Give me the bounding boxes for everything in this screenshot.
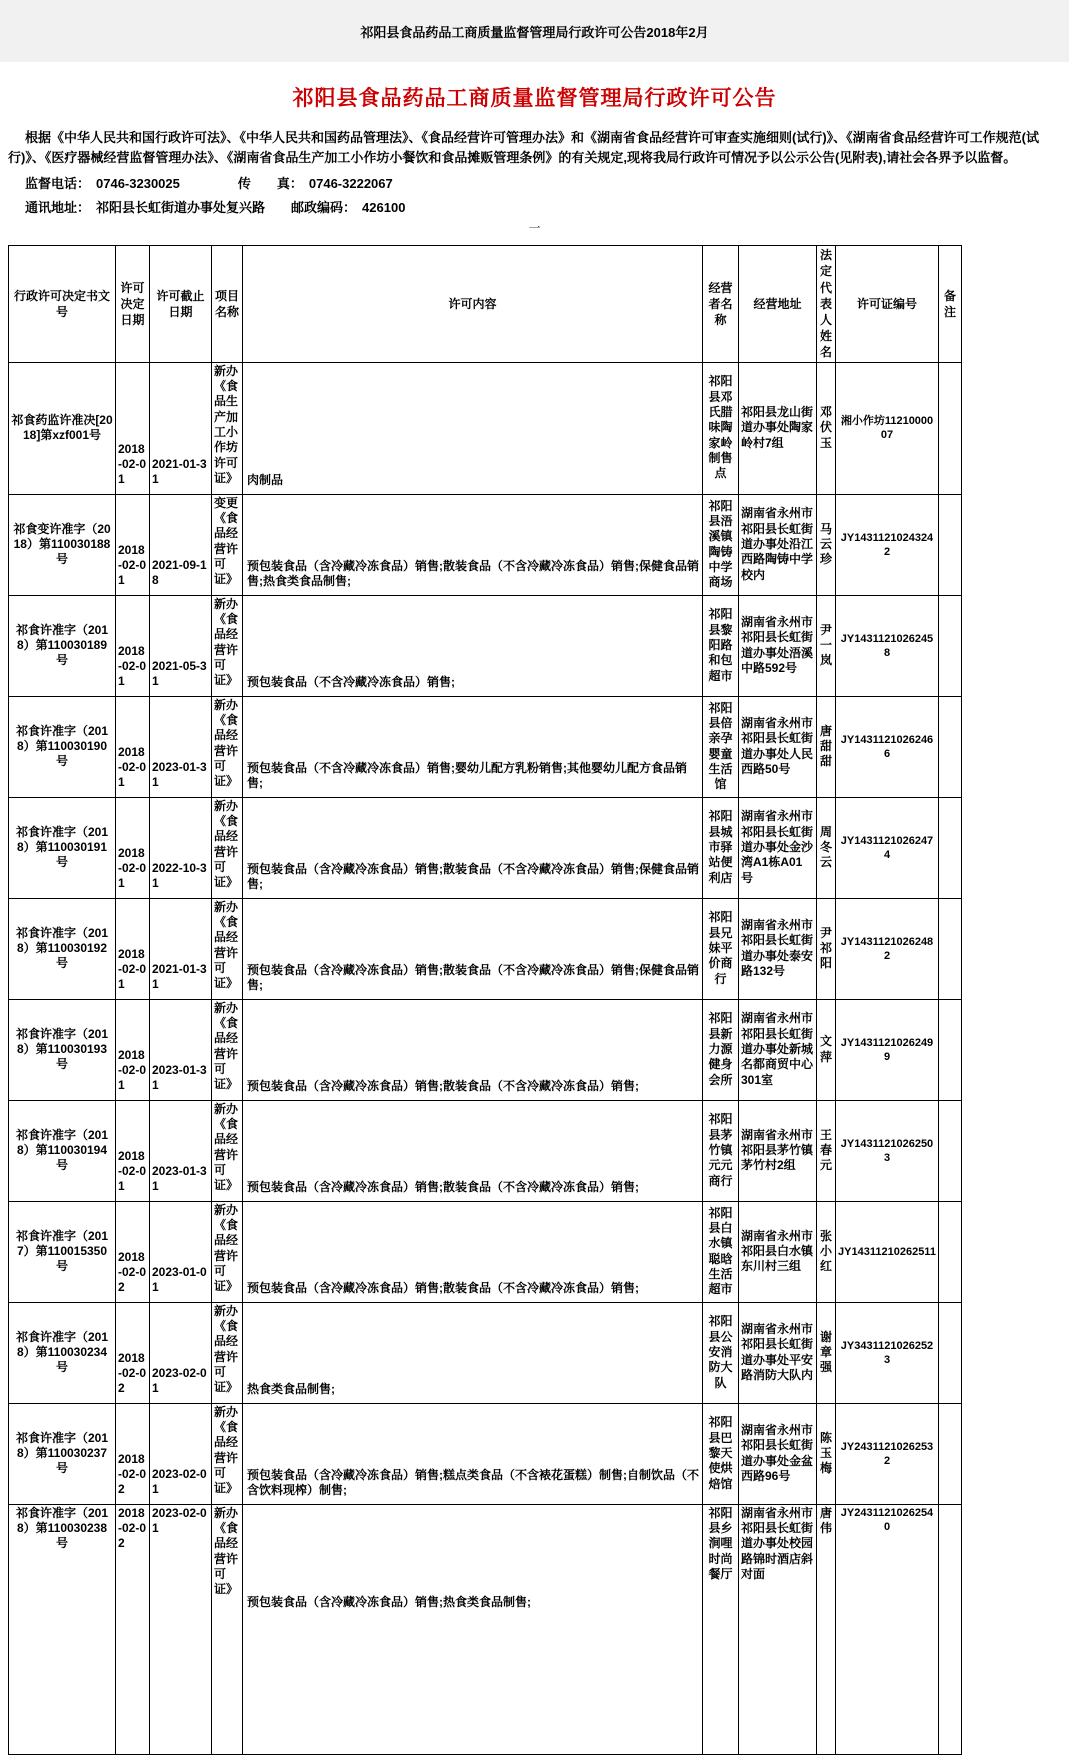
cell-address: 湖南省永州市祁阳县长虹街道办事处浯溪中路592号	[739, 595, 817, 696]
cell-project: 新办《食品经营许可证》	[212, 1100, 243, 1201]
cell-remark	[939, 898, 962, 999]
cell-license-no: JY14311210262458	[836, 595, 939, 696]
cell-end-date: 2023-02-01	[150, 1504, 212, 1754]
cell-project: 新办《食品生产加工小作坊许可证》	[212, 362, 243, 494]
cell-end-date: 2023-01-31	[150, 696, 212, 797]
cell-content: 预包装食品（不含冷藏冷冻食品）销售;婴幼儿配方乳粉销售;其他婴幼儿配方食品销售;	[243, 696, 703, 797]
cell-decision-date: 2018-02-02	[116, 1201, 150, 1302]
cell-doc-no: 祁食许准字（2018）第110030237号	[9, 1403, 116, 1504]
fax-value: 0746-3222067	[308, 176, 393, 192]
cell-operator: 祁阳县倍亲孕婴童生活馆	[703, 696, 739, 797]
cell-representative: 陈玉梅	[817, 1403, 836, 1504]
cell-end-date: 2022-10-31	[150, 797, 212, 898]
cell-license-no: JY24311210262532	[836, 1403, 939, 1504]
table-row	[9, 494, 962, 595]
cell-address: 湖南省永州市祁阳县长虹街道办事处校园路锦时酒店斜对面	[739, 1504, 817, 1754]
cell-doc-no: 祁食许准字（2017）第110015350号	[9, 1201, 116, 1302]
cell-decision-date: 2018-02-02	[116, 1504, 150, 1754]
intro-paragraph: 根据《中华人民共和国行政许可法》、《中华人民共和国药品管理法》、《食品经营许可管理办法》和《湖南省食品经营许可审查实施细则(试行)》、《湖南省食品经营许可工作规范(试行)》、《医疗器械经营监督管理办法》、《湖南省食品生产加工小作坊小餐饮和食品摊贩管理条例》的有关规定,现将我局行政许可情况予以公示公告(见附表),请社会各界予以监督。	[8, 130, 1039, 166]
phone-label: 监督电话：	[25, 176, 91, 192]
cell-project: 新办《食品经营许可证》	[212, 999, 243, 1100]
cell-address: 湖南省永州市祁阳县长虹街道办事处平安路消防大队内	[739, 1302, 817, 1403]
cell-end-date: 2023-02-01	[150, 1403, 212, 1504]
cell-project: 新办《食品经营许可证》	[212, 797, 243, 898]
cell-address: 湖南省永州市祁阳县茅竹镇茅竹村2组	[739, 1100, 817, 1201]
cell-address: 湖南省永州市祁阳县长虹街道办事处金盆西路96号	[739, 1403, 817, 1504]
cell-operator: 祁阳县白水镇聪晗生活超市	[703, 1201, 739, 1302]
cell-address: 湖南省永州市祁阳县长虹街道办事处金沙湾A1栋A01号	[739, 797, 817, 898]
cell-remark	[939, 494, 962, 595]
col-header-address: 经营地址	[739, 246, 817, 362]
contact-phone-line	[25, 173, 1069, 192]
license-table	[8, 245, 962, 1754]
cell-operator: 祁阳县公安消防大队	[703, 1302, 739, 1403]
cell-content: 预包装食品（含冷藏冷冻食品）销售;糕点类食品（不含裱花蛋糕）制售;自制饮品（不含饮料现榨）制售;	[243, 1403, 703, 1504]
cell-doc-no: 祁食许准字（2018）第110030192号	[9, 898, 116, 999]
cell-representative: 张小红	[817, 1201, 836, 1302]
cell-content: 预包装食品（含冷藏冷冻食品）销售;散装食品（不含冷藏冷冻食品）销售;保健食品销售;	[243, 797, 703, 898]
cell-content: 预包装食品（含冷藏冷冻食品）销售;散装食品（不含冷藏冷冻食品）销售;	[243, 1100, 703, 1201]
cell-remark	[939, 1302, 962, 1403]
cell-operator: 祁阳县黎阳路和包超市	[703, 595, 739, 696]
cell-representative: 王春元	[817, 1100, 836, 1201]
cell-operator: 祁阳县茅竹镇元元商行	[703, 1100, 739, 1201]
cell-license-no: 湘小作坊1121000007	[836, 362, 939, 494]
col-header-decision-date: 许可决定日期	[116, 246, 150, 362]
fax-label: 传 真：	[237, 176, 303, 192]
cell-doc-no: 祁食许准字（2018）第110030191号	[9, 797, 116, 898]
page-title: 祁阳县食品药品工商质量监督管理局行政许可公告	[292, 87, 777, 110]
cell-license-no: JY24311210262540	[836, 1504, 939, 1754]
cell-project: 新办《食品经营许可证》	[212, 1504, 243, 1754]
cell-address: 湖南省永州市祁阳县长虹街道办事处新城名都商贸中心301室	[739, 999, 817, 1100]
cell-operator: 祁阳县浯溪镇陶铸中学商场	[703, 494, 739, 595]
cell-project: 新办《食品经营许可证》	[212, 1201, 243, 1302]
cell-operator: 祁阳县乡涧哩时尚餐厅	[703, 1504, 739, 1754]
table-row	[9, 696, 962, 797]
cell-decision-date: 2018-02-02	[116, 1403, 150, 1504]
cell-decision-date: 2018-02-02	[116, 1302, 150, 1403]
postcode-value: 426100	[362, 200, 406, 216]
cell-decision-date: 2018-02-01	[116, 595, 150, 696]
cell-address: 湖南省永州市祁阳县长虹街道办事处泰安路132号	[739, 898, 817, 999]
col-header-operator: 经营者名称	[703, 246, 739, 362]
cell-content: 肉制品	[243, 362, 703, 494]
postcode-label: 邮政编码：	[291, 200, 357, 216]
table-row	[9, 797, 962, 898]
table-row	[9, 362, 962, 494]
table-body	[9, 362, 962, 1754]
cell-remark	[939, 797, 962, 898]
cell-address: 湖南省永州市祁阳县长虹街道办事处沿江西路陶铸中学校内	[739, 494, 817, 595]
cell-operator: 祁阳县巴黎天使烘焙馆	[703, 1403, 739, 1504]
cell-remark	[939, 1504, 962, 1754]
cell-remark	[939, 362, 962, 494]
col-header-project: 项目名称	[212, 246, 243, 362]
cell-end-date: 2021-05-31	[150, 595, 212, 696]
cell-content: 预包装食品（含冷藏冷冻食品）销售;热食类食品制售;	[243, 1504, 703, 1754]
cell-end-date: 2021-09-18	[150, 494, 212, 595]
cell-remark	[939, 696, 962, 797]
cell-decision-date: 2018-02-01	[116, 999, 150, 1100]
table-row	[9, 898, 962, 999]
cell-license-no: JY14311210243242	[836, 494, 939, 595]
table-row	[9, 1201, 962, 1302]
col-header-content: 许可内容	[243, 246, 703, 362]
cell-license-no: JY34311210262523	[836, 1302, 939, 1403]
table-row	[9, 1403, 962, 1504]
top-header-title: 祁阳县食品药品工商质量监督管理局行政许可公告2018年2月	[360, 24, 709, 40]
cell-operator: 祁阳县城市驿站便利店	[703, 797, 739, 898]
cell-address: 祁阳县龙山街道办事处陶家岭村7组	[739, 362, 817, 494]
cell-project: 新办《食品经营许可证》	[212, 898, 243, 999]
cell-decision-date: 2018-02-01	[116, 1100, 150, 1201]
cell-doc-no: 祁食许准字（2018）第110030194号	[9, 1100, 116, 1201]
cell-representative: 邓伏玉	[817, 362, 836, 494]
address-value: 祁阳县长虹街道办事处复兴路	[96, 200, 266, 216]
col-header-representative: 法定代表人姓名	[817, 246, 836, 362]
cell-remark	[939, 999, 962, 1100]
cell-project: 新办《食品经营许可证》	[212, 1302, 243, 1403]
cell-project: 新办《食品经营许可证》	[212, 696, 243, 797]
cell-end-date: 2021-01-31	[150, 362, 212, 494]
cell-decision-date: 2018-02-01	[116, 898, 150, 999]
cell-remark	[939, 1201, 962, 1302]
cell-end-date: 2023-02-01	[150, 1302, 212, 1403]
cell-doc-no: 祁食变许准字（2018）第110030188号	[9, 494, 116, 595]
cell-address: 湖南省永州市祁阳县长虹街道办事处人民西路50号	[739, 696, 817, 797]
cell-decision-date: 2018-02-01	[116, 362, 150, 494]
cell-end-date: 2021-01-31	[150, 898, 212, 999]
cell-license-no: JY14311210262466	[836, 696, 939, 797]
cell-doc-no: 祁食许准字（2018）第110030238号	[9, 1504, 116, 1754]
table-row	[9, 1504, 962, 1754]
address-label: 通讯地址：	[25, 200, 91, 216]
cell-representative: 马云珍	[817, 494, 836, 595]
cell-license-no: JY14311210262482	[836, 898, 939, 999]
top-header-bar	[0, 0, 1069, 62]
cell-license-no: JY14311210262503	[836, 1100, 939, 1201]
cell-content: 预包装食品（含冷藏冷冻食品）销售;散装食品（不含冷藏冷冻食品）销售;保健食品销售;热食类食品制售;	[243, 494, 703, 595]
cell-remark	[939, 1100, 962, 1201]
cell-representative: 周冬云	[817, 797, 836, 898]
cell-license-no: JY14311210262511	[836, 1201, 939, 1302]
cell-address: 湖南省永州市祁阳县白水镇东川村三组	[739, 1201, 817, 1302]
cell-operator: 祁阳县兄妹平价商行	[703, 898, 739, 999]
cell-project: 新办《食品经营许可证》	[212, 595, 243, 696]
cell-doc-no: 祁食许准字（2018）第110030190号	[9, 696, 116, 797]
cell-end-date: 2023-01-31	[150, 1100, 212, 1201]
cell-content: 预包装食品（含冷藏冷冻食品）销售;散装食品（不含冷藏冷冻食品）销售;	[243, 1201, 703, 1302]
cell-content: 预包装食品（含冷藏冷冻食品）销售;散装食品（不含冷藏冷冻食品）销售;	[243, 999, 703, 1100]
table-row	[9, 999, 962, 1100]
table-row	[9, 1100, 962, 1201]
cell-remark	[939, 595, 962, 696]
cell-representative: 唐伟	[817, 1504, 836, 1754]
cell-doc-no: 祁食许准字（2018）第110030189号	[9, 595, 116, 696]
cell-representative: 文萍	[817, 999, 836, 1100]
cell-content: 热食类食品制售;	[243, 1302, 703, 1403]
cell-decision-date: 2018-02-01	[116, 696, 150, 797]
cell-remark	[939, 1403, 962, 1504]
cell-end-date: 2023-01-31	[150, 999, 212, 1100]
cell-doc-no: 祁食许准字（2018）第110030193号	[9, 999, 116, 1100]
col-header-license-no: 许可证编号	[836, 246, 939, 362]
table-row	[9, 595, 962, 696]
cell-representative: 唐甜甜	[817, 696, 836, 797]
cell-doc-no: 祁食许准字（2018）第110030234号	[9, 1302, 116, 1403]
cell-content: 预包装食品（不含冷藏冷冻食品）销售;	[243, 595, 703, 696]
cell-decision-date: 2018-02-01	[116, 494, 150, 595]
phone-value: 0746-3230025	[96, 176, 180, 192]
cell-project: 新办《食品经营许可证》	[212, 1403, 243, 1504]
cell-representative: 尹祁阳	[817, 898, 836, 999]
contact-address-line	[25, 197, 1069, 216]
table-header-row	[9, 246, 962, 362]
cell-content: 预包装食品（含冷藏冷冻食品）销售;散装食品（不含冷藏冷冻食品）销售;保健食品销售;	[243, 898, 703, 999]
cell-representative: 谢章强	[817, 1302, 836, 1403]
cell-representative: 尹一岚	[817, 595, 836, 696]
cell-doc-no: 祁食药监许准决[2018]第xzf001号	[9, 362, 116, 494]
cell-license-no: JY14311210262474	[836, 797, 939, 898]
cell-end-date: 2023-01-01	[150, 1201, 212, 1302]
cell-operator: 祁阳县邓氏腊味陶家岭制售点	[703, 362, 739, 494]
page-number-marker: 一	[528, 221, 541, 236]
col-header-remark: 备注	[939, 246, 962, 362]
cell-license-no: JY14311210262499	[836, 999, 939, 1100]
cell-decision-date: 2018-02-01	[116, 797, 150, 898]
header-row	[9, 246, 962, 362]
cell-project: 变更《食品经营许可证》	[212, 494, 243, 595]
cell-operator: 祁阳县新力源健身会所	[703, 999, 739, 1100]
col-header-doc-no: 行政许可决定书文号	[9, 246, 116, 362]
col-header-end-date: 许可截止日期	[150, 246, 212, 362]
table-row	[9, 1302, 962, 1403]
